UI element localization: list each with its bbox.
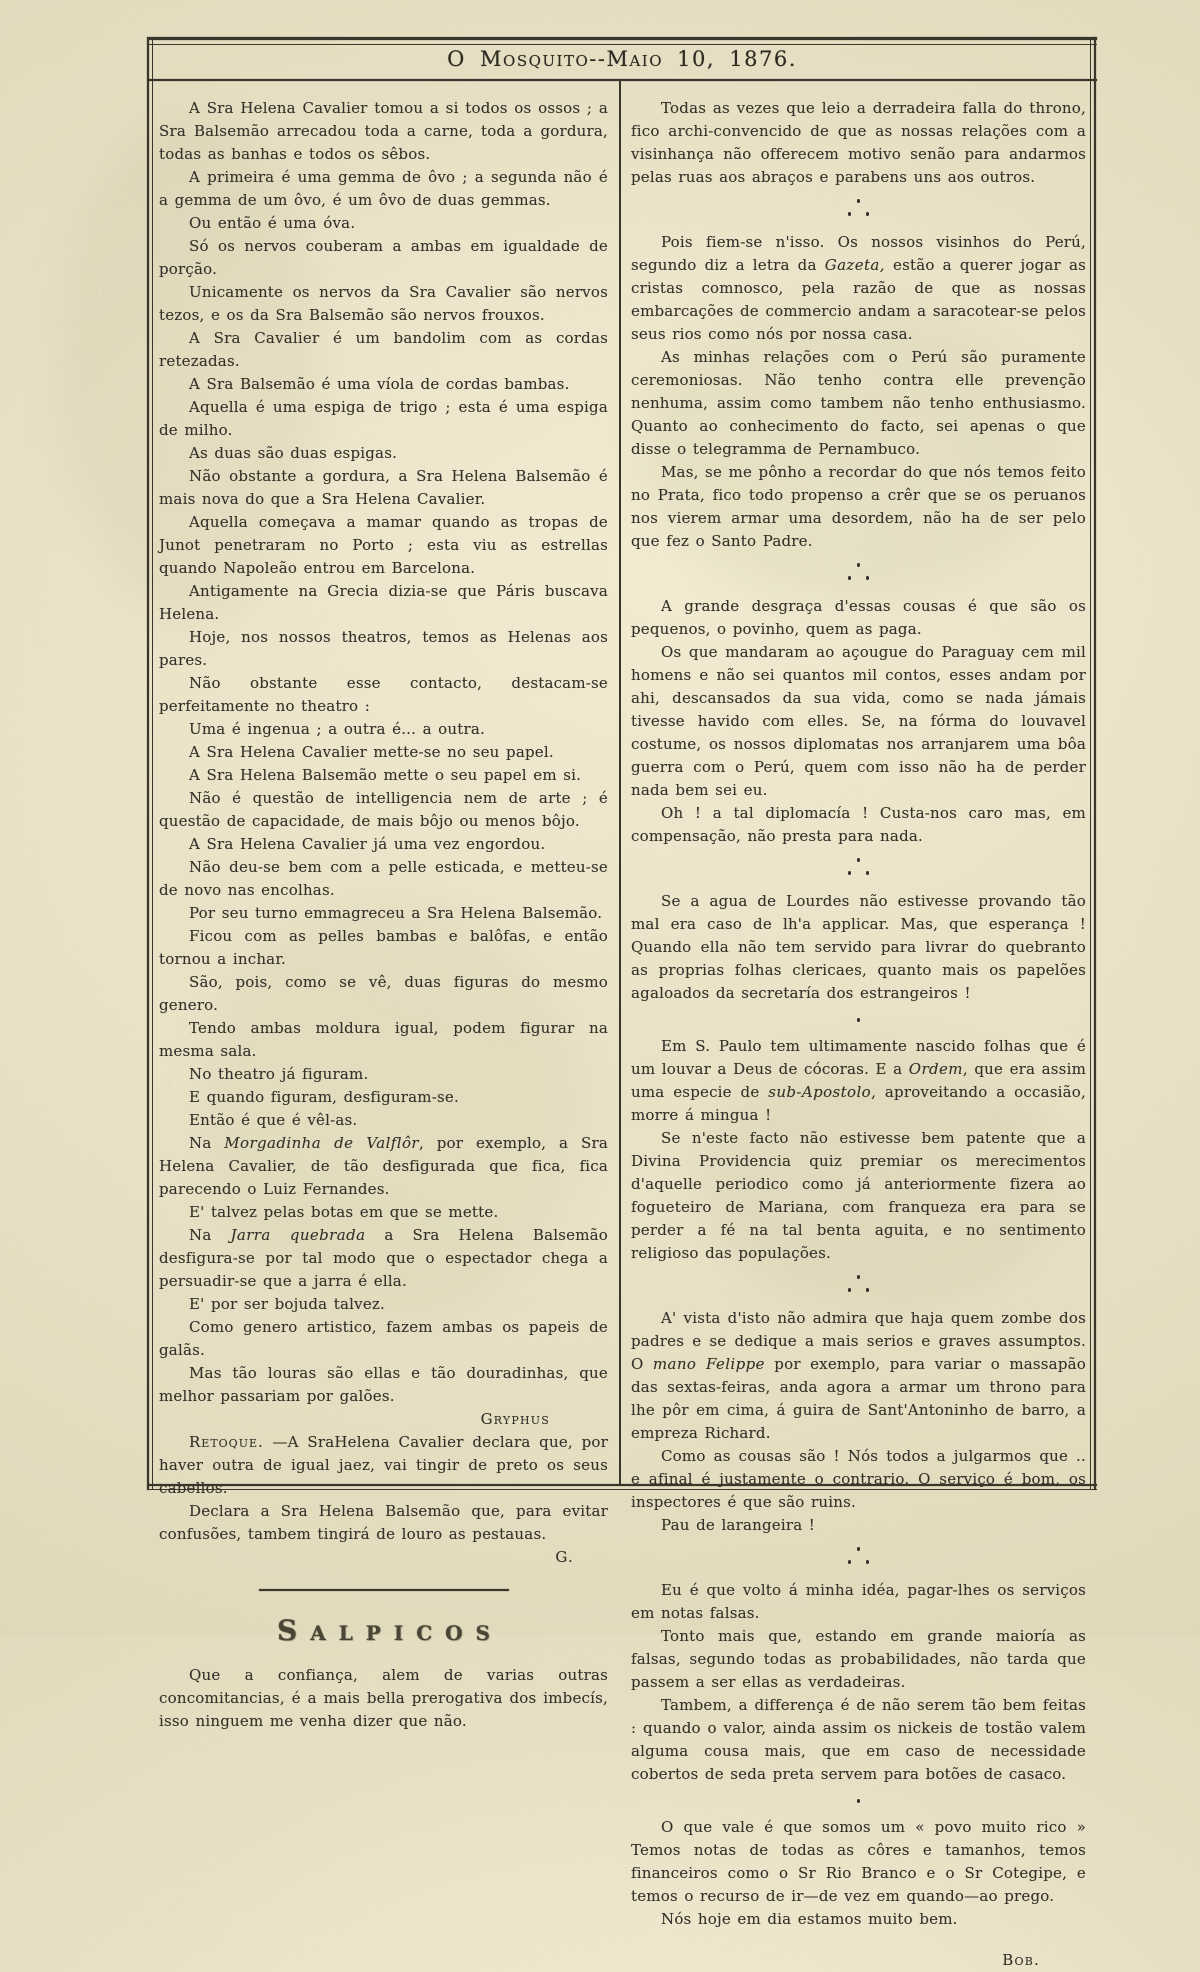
paragraph: E' talvez pelas botas em que se mette.: [189, 1203, 499, 1221]
paragraph: As duas são duas espigas.: [189, 444, 398, 462]
paragraph: Na Jarra quebrada a Sra Helena Balsemão desfigura-se por tal modo que o espectador chega a persuadir-se que a jarra é ella.: [159, 1226, 609, 1290]
paragraph: Uma é ingenua ; a outra é... a outra.: [189, 720, 485, 738]
paragraph: Antigamente na Grecia dizia-se que Páris buscava Helena.: [159, 582, 608, 623]
paragraph: Ficou com as pelles bambas e balôfas, e então tornou a inchar.: [159, 927, 608, 968]
paragraph: E quando figuram, desfiguram-se.: [189, 1088, 459, 1106]
paragraph: Como as cousas são ! Nós todos a julgarmos que .. e afinal é justamente o contrario. O serviço é bom, os inspectores é que são ruins.: [631, 1447, 1086, 1511]
masthead-bottom-rule: [148, 79, 1097, 81]
asterism-separator-icon: [631, 1267, 1086, 1305]
paragraph: Na Morgadinha de Valflôr, por exemplo, a Sra Helena Cavalier, de tão desfigurada que fica, fica parecendo o Luiz Fernandes.: [159, 1134, 608, 1198]
paragraph: Não deu-se bem com a pelle esticada, e metteu-se de novo nas encolhas.: [159, 858, 608, 899]
asterism-separator-icon: [631, 850, 1086, 888]
paragraph: A Sra Helena Cavalier já uma vez engordou.: [189, 835, 546, 853]
paragraph: Não obstante a gordura, a Sra Helena Balsemão é mais nova do que a Sra Helena Cavalier.: [159, 467, 608, 508]
paragraph: Então é que é vêl-as.: [189, 1111, 358, 1129]
author-signature: G.: [555, 1548, 574, 1566]
paragraph: Hoje, nos nossos theatros, temos as Helenas aos pares.: [159, 628, 608, 669]
paragraph: Aquella começava a mamar quando as tropas de Junot penetraram no Porto ; esta viu as estrellas quando Napoleão entrou em Barcelona.: [159, 513, 608, 577]
paragraph: Pau de larangeira !: [661, 1516, 816, 1534]
dot-separator-icon: [631, 1788, 1086, 1814]
paragraph: Não é questão de intelligencia nem de arte ; é questão de capacidade, de mais bôjo ou menos bôjo.: [159, 789, 608, 830]
paragraph: A Sra Helena Cavalier mette-se no seu papel.: [189, 743, 554, 761]
paragraph: Tambem, a differença é de não serem tão bem feitas : quando o valor, ainda assim os nickeis de tostão valem alguma cousa mais, que em caso de necessidade cobertos de seda preta servem para botões de casaco.: [631, 1696, 1086, 1783]
frame-right-inner-rule: [1090, 37, 1091, 1490]
section-divider-rule: [259, 1589, 509, 1591]
paragraph: A Sra Helena Cavalier tomou a si todos os ossos ; a Sra Balsemão arrecadou toda a carne, toda a gordura, todas as banhas e todos os sêbos.: [159, 99, 608, 163]
masthead-title: O Mosquito--Maio 10, 1876.: [447, 47, 797, 71]
paragraph: Todas as vezes que leio a derradeira falla do throno, fico archi-convencido de que as nossas relações com a visinhança não offerecem motivo senão para andarmos pelas ruas aos abraços e parabens uns aos outros.: [631, 99, 1086, 186]
paragraph: Se a agua de Lourdes não estivesse provando tão mal era caso de lh'a applicar. Mas, que esperança ! Quando ella não tem servido para livrar do quebranto as proprias folhas clericaes, quanto mais os papelões agaloados da secretaría dos estrangeiros !: [631, 892, 1086, 1002]
paragraph: Só os nervos couberam a ambas em igualdade de porção.: [159, 237, 608, 278]
frame-left-outer-rule: [147, 37, 149, 1490]
paragraph: Pois fiem-se n'isso. Os nossos visinhos do Perú, segundo diz a letra da Gazeta, estão a querer jogar as cristas comnosco, pela razão de que as nossas embarcações de commercio andam a saracotear-se pelos seus rios como nós por nossa casa.: [631, 233, 1086, 343]
dot-separator-icon: [631, 1007, 1086, 1033]
paragraph: Eu é que volto á minha idéa, pagar-lhes os serviços em notas falsas.: [631, 1581, 1086, 1622]
paragraph: Em S. Paulo tem ultimamente nascido folhas que é um louvar a Deus de cócoras. E a Ordem, que era assim uma especie de sub-Apostolo, aproveitando a occasião, morre á mingua !: [631, 1037, 1086, 1124]
author-signature: Gryphus: [480, 1410, 550, 1428]
paragraph: Os que mandaram ao açougue do Paraguay cem mil homens e não sei quantos mil contos, esses andam por ahi, descansados da sua vida, como se nada jámais tivesse havido com elles. Se, na fórma do louvavel costume, os nossos diplomatas nos arranjarem uma bôa guerra com o Perú, quem com isso não ha de perder nada bem sei eu.: [631, 643, 1086, 799]
paragraph: Mas tão louras são ellas e tão douradinhas, que melhor passariam por galões.: [159, 1364, 608, 1405]
paragraph: A grande desgraça d'essas cousas é que são os pequenos, o povinho, quem as paga.: [631, 597, 1086, 638]
paragraph: Declara a Sra Helena Balsemão que, para evitar confusões, tambem tingirá de louro as pestauas.: [159, 1502, 608, 1543]
author-signature: Bob.: [1002, 1951, 1040, 1969]
frame-top-outer-rule: [148, 37, 1097, 40]
frame-left-inner-rule: [152, 37, 153, 1490]
paragraph: O que vale é que somos um « povo muito rico » Temos notas de todas as côres e tamanhos, temos financeiros como o Sr Rio Branco e o Sr Cotegipe, e temos o recurso de ir—de vez em quando—ao prego.: [631, 1818, 1086, 1905]
paragraph: Se n'este facto não estivesse bem patente que a Divina Providencia quiz premiar os merecimentos d'aquelle periodico como já anteriormente fizera ao fogueteiro de Mariana, com franqueza era para se perder a fé na tal benta aguita, e no sentimento religioso das populações.: [631, 1129, 1086, 1262]
paragraph: Nós hoje em dia estamos muito bem.: [661, 1910, 958, 1928]
paragraph: A primeira é uma gemma de ôvo ; a segunda não é a gemma de um ôvo, é um ôvo de duas gemmas.: [159, 168, 608, 209]
paragraph: No theatro já figuram.: [189, 1065, 369, 1083]
paragraph: Mas, se me pônho a recordar do que nós temos feito no Prata, fico todo propenso a crêr que se os peruanos nos vierem armar uma desordem, não ha de ser pelo que fez o Santo Padre.: [631, 463, 1086, 550]
paragraph: A Sra Balsemão é uma víola de cordas bambas.: [189, 375, 570, 393]
frame-top-inner-rule: [148, 44, 1097, 45]
paragraph: Que a confiança, alem de varias outras concomitancias, é a mais bella prerogativa dos imbecís, isso ninguem me venha dizer que não.: [159, 1666, 608, 1730]
right-column: [631, 97, 1086, 1972]
paragraph: Não obstante esse contacto, destacam-se perfeitamente no theatro :: [159, 674, 608, 715]
paragraph: Por seu turno emmagreceu a Sra Helena Balsemão.: [189, 904, 603, 922]
paragraph: A' vista d'isto não admira que haja quem zombe dos padres e se dedique a mais serios e graves assumptos. O mano Felippe por exemplo, para variar o massapão das sextas-feiras, anda agora a armar um throno para lhe pôr em cima, á guira de Sant'Antoninho de barro, a empreza Richard.: [631, 1309, 1086, 1442]
left-column: [159, 97, 608, 1733]
column-divider-rule: [619, 80, 621, 1486]
paragraph: E' por ser bojuda talvez.: [189, 1295, 385, 1313]
paragraph: Tonto mais que, estando em grande maioría as falsas, segundo todas as probabilidades, não tarda que passem a ser ellas as verdadeiras.: [631, 1627, 1086, 1691]
asterism-separator-icon: [631, 191, 1086, 229]
paragraph: Oh ! a tal diplomacía ! Custa-nos caro mas, em compensação, não presta para nada.: [631, 804, 1086, 845]
paragraph: Aquella é uma espiga de trigo ; esta é uma espiga de milho.: [159, 398, 608, 439]
paragraph: As minhas relações com o Perú são puramente ceremoniosas. Não tenho contra elle prevenção nenhuma, assim como tambem não tenho enthusiasmo. Quanto ao conhecimento do facto, sei apenas o que disse o telegramma de Pernambuco.: [631, 348, 1086, 458]
paragraph: Ou então é uma óva.: [189, 214, 356, 232]
paragraph: Retoque. —A SraHelena Cavalier declara que, por haver outra de igual jaez, vai tingir de preto os seus cabellos.: [159, 1433, 608, 1497]
asterism-separator-icon: [631, 1539, 1086, 1577]
section-title-salpicos: Salpicos: [277, 1614, 503, 1647]
asterism-separator-icon: [631, 555, 1086, 593]
paragraph: Tendo ambas moldura igual, podem figurar na mesma sala.: [159, 1019, 608, 1060]
paragraph: Unicamente os nervos da Sra Cavalier são nervos tezos, e os da Sra Balsemão são nervos frouxos.: [159, 283, 608, 324]
paragraph: Como genero artistico, fazem ambas os papeis de galãs.: [159, 1318, 608, 1359]
paragraph: São, pois, como se vê, duas figuras do mesmo genero.: [159, 973, 608, 1014]
paragraph: A Sra Helena Balsemão mette o seu papel em si.: [189, 766, 582, 784]
frame-right-outer-rule: [1094, 37, 1096, 1490]
paragraph: A Sra Cavalier é um bandolim com as cordas retezadas.: [159, 329, 608, 370]
